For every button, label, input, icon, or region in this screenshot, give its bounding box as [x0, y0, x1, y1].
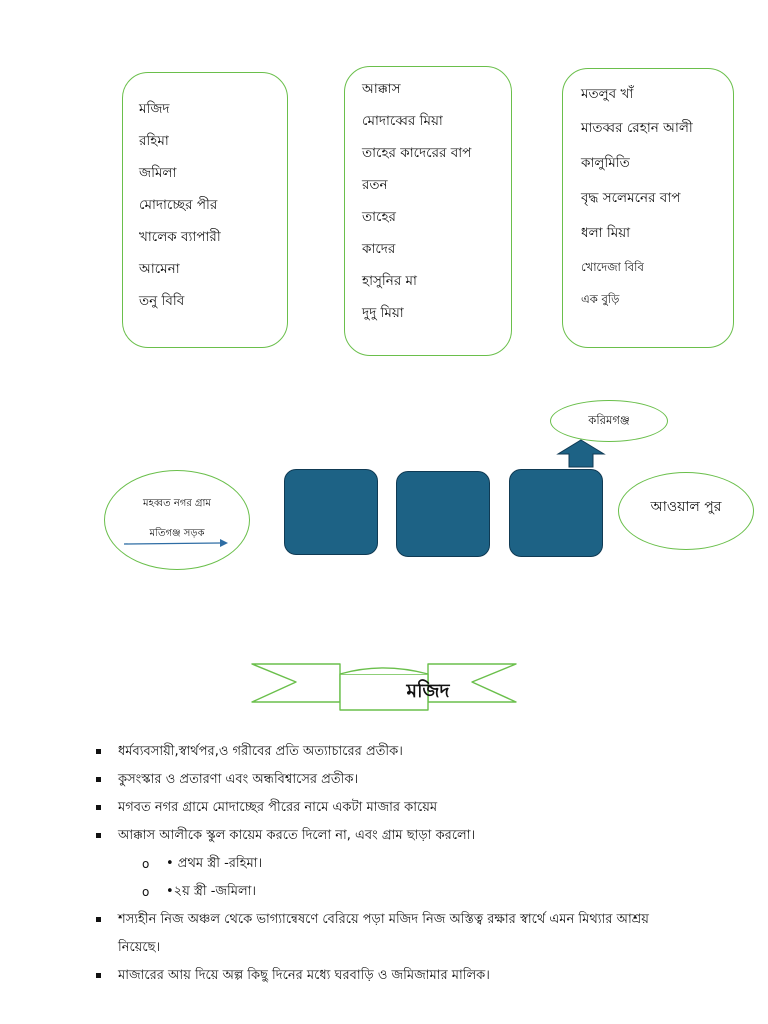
list-item: কাদের [362, 241, 396, 257]
bullet-marker [96, 833, 101, 838]
banner-title: মজিদ [406, 680, 450, 702]
list-item: মোদাব্বের মিয়া [362, 113, 443, 129]
bullet-marker [96, 973, 101, 978]
left-place-oval [104, 470, 250, 570]
list-item: আমেনা [139, 261, 180, 277]
list-item: মাতব্বর রেহান আলী [581, 120, 693, 136]
sub-bullet-marker: o [142, 885, 150, 899]
bullet-marker [96, 749, 101, 754]
sub-bullet-marker: o [142, 857, 150, 871]
list-item: বৃদ্ধ সলেমনের বাপ [581, 190, 681, 206]
list-item: খোদেজা বিবি [581, 260, 644, 274]
list-item: কালুমিতি [581, 155, 630, 171]
sub-list-item: o •২য় স্ত্রী -জমিলা। [96, 878, 736, 906]
list-item: মতলুব খাঁ [581, 86, 634, 102]
list-item: রহিমা [139, 133, 169, 149]
bullet-marker [96, 805, 101, 810]
list-item: মগবত নগর গ্রামে মোদাচ্ছের পীরের নামে একটা মাজার কায়েম [96, 794, 736, 822]
list-item: হাসুনির মা [362, 273, 417, 289]
top-place-label: করিমগঞ্জ [588, 413, 630, 427]
up-arrow [556, 438, 606, 468]
bullet-marker [96, 917, 101, 922]
list-item: ধর্মব্যবসায়ী,স্বার্থপর,ও গরীবের প্রতি অত্যাচারের প্রতীক। [96, 738, 736, 766]
sub-list-item: o • প্রথম স্ত্রী -রহিমা। [96, 850, 736, 878]
list-item: আক্কাস [362, 81, 401, 97]
list-item: জমিলা [139, 165, 177, 181]
character-list-box-2 [344, 66, 512, 356]
list-item: তাহের [362, 209, 396, 225]
list-item: মোদাচ্ছের পীর [139, 197, 218, 213]
list-item: তনু বিবি [139, 293, 185, 309]
road-arrow [120, 536, 232, 552]
list-item-continuation: নিয়েছে। [118, 940, 161, 955]
map-square-1 [284, 469, 378, 555]
right-place-label: আওয়াল পুর [650, 499, 722, 515]
list-item: রতন [362, 177, 388, 193]
list-item: কুসংস্কার ও প্রতারণা এবং অন্ধবিশ্বাসের প্রতীক। [96, 766, 736, 794]
list-item: দুদু মিয়া [362, 305, 404, 321]
map-square-2 [396, 471, 490, 557]
bullet-list [96, 738, 736, 990]
character-list-box-3 [562, 68, 734, 348]
bullet-marker [96, 777, 101, 782]
road-label: মতিগঞ্জ সড়ক [149, 528, 205, 539]
list-item: আক্কাস আলীকে স্কুল কায়েম করতে দিলো না, এবং গ্রাম ছাড়া করলো। [96, 822, 736, 850]
list-item: শস্যহীন নিজ অঞ্চল থেকে ভাগ্যান্বেষণে বেরিয়ে পড়া মজিদ নিজ অস্তিত্ব রক্ষার স্বার্থে এমন মিথ্যার আশ্রয় [96, 906, 736, 934]
map-square-3 [509, 469, 603, 557]
character-list-box-1 [122, 72, 288, 348]
list-item: মাজারের আয় দিয়ে অল্প কিছু দিনের মধ্যে ঘরবাড়ি ও জমিজামার মালিক। [96, 962, 736, 990]
list-item: এক বুড়ি [581, 292, 620, 306]
list-item: ধলা মিয়া [581, 225, 631, 241]
list-item: তাহের কাদেরের বাপ [362, 145, 472, 161]
list-item: খালেক ব্যাপারী [139, 229, 221, 245]
list-item: মজিদ [139, 101, 170, 117]
left-place-label: মহব্বত নগর গ্রাম [143, 498, 211, 509]
